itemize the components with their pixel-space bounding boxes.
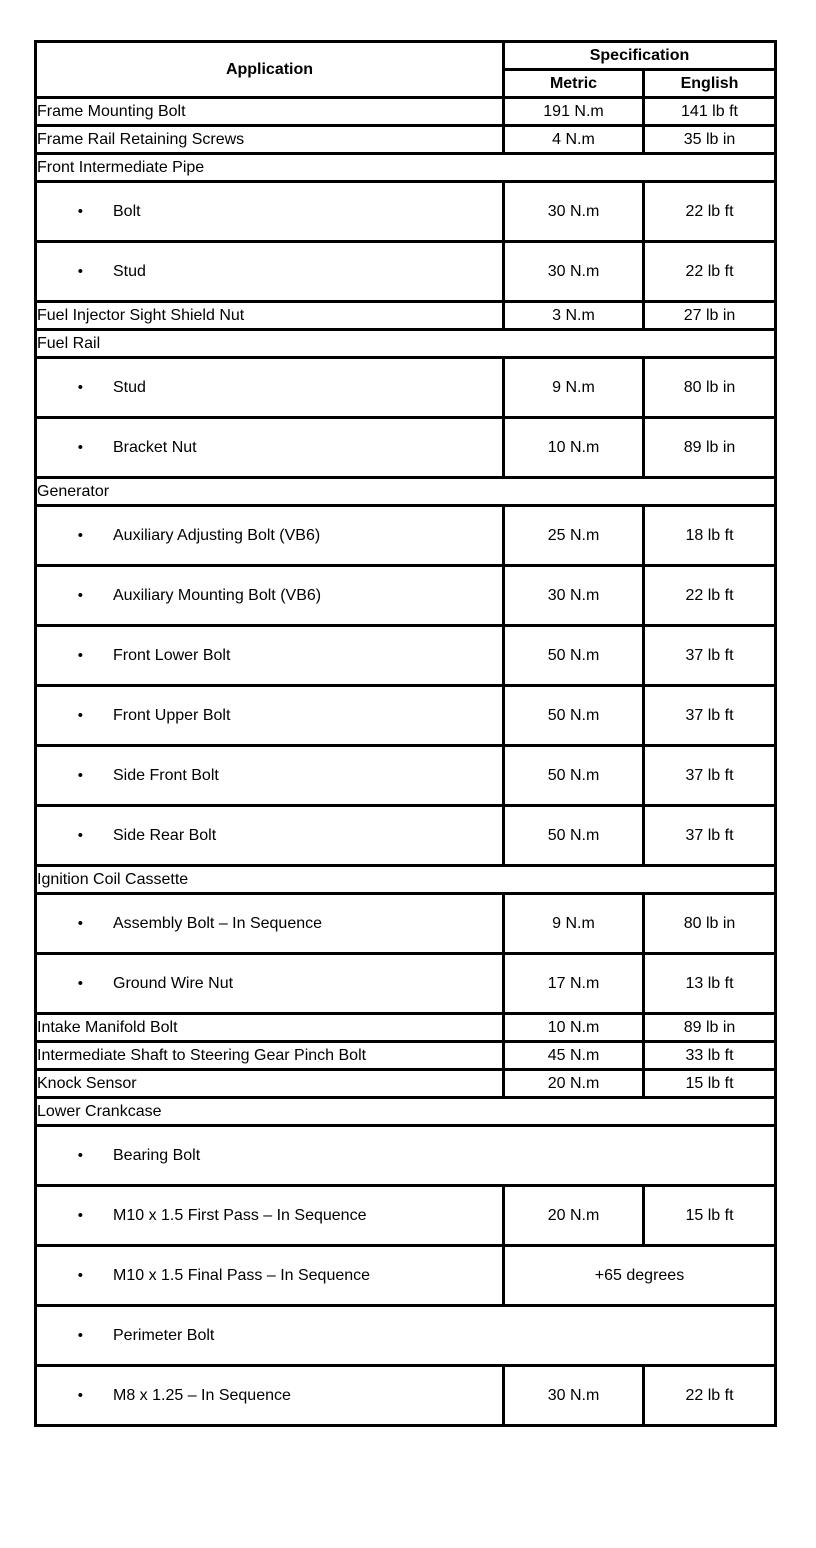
application-cell (36, 506, 504, 566)
bullet-icon (37, 767, 113, 785)
table-row (36, 506, 776, 566)
metric-cell: 20 N.m (504, 1186, 644, 1246)
application-cell (36, 566, 504, 626)
sub-item-label: Stud (113, 262, 146, 280)
sub-item-label: M10 x 1.5 Final Pass – In Sequence (113, 1266, 371, 1284)
application-cell (36, 746, 504, 806)
bullet-icon (37, 1327, 113, 1345)
application-cell (36, 686, 504, 746)
english-cell: 141 lb ft (644, 98, 776, 126)
sub-item-label: Side Rear Bolt (113, 826, 217, 844)
sub-item-label: Front Upper Bolt (113, 706, 231, 724)
table-row (36, 1014, 776, 1042)
metric-cell: 25 N.m (504, 506, 644, 566)
english-cell: 37 lb ft (644, 806, 776, 866)
english-cell: 35 lb in (644, 126, 776, 154)
sub-item-label: Perimeter Bolt (113, 1326, 215, 1344)
table-row (36, 626, 776, 686)
english-cell: 15 lb ft (644, 1186, 776, 1246)
english-cell: 80 lb in (644, 894, 776, 954)
table-row (36, 1246, 776, 1306)
section-row (36, 866, 776, 894)
sub-item-label: M8 x 1.25 – In Sequence (113, 1386, 291, 1404)
english-cell: 80 lb in (644, 358, 776, 418)
english-cell: 22 lb ft (644, 182, 776, 242)
application-cell (36, 418, 504, 478)
section-row (36, 154, 776, 182)
sub-item-label: Ground Wire Nut (113, 974, 234, 992)
bullet-icon (37, 439, 113, 457)
metric-cell: 191 N.m (504, 98, 644, 126)
bullet-icon (37, 915, 113, 933)
application-cell: Knock Sensor (36, 1070, 504, 1098)
application-cell (36, 806, 504, 866)
english-cell: 33 lb ft (644, 1042, 776, 1070)
english-cell: 22 lb ft (644, 566, 776, 626)
english-cell: 15 lb ft (644, 1070, 776, 1098)
section-row (36, 330, 776, 358)
metric-cell: 17 N.m (504, 954, 644, 1014)
section-label: Ignition Coil Cassette (36, 866, 776, 894)
metric-cell: 50 N.m (504, 686, 644, 746)
english-cell: 18 lb ft (644, 506, 776, 566)
english-cell: 22 lb ft (644, 1366, 776, 1426)
table-row (36, 182, 776, 242)
specification-header: Specification (504, 42, 776, 70)
metric-header: Metric (504, 70, 644, 98)
header-row (36, 42, 776, 70)
sub-item-label: Stud (113, 378, 146, 396)
metric-cell: 3 N.m (504, 302, 644, 330)
metric-cell: 10 N.m (504, 418, 644, 478)
metric-cell: 9 N.m (504, 894, 644, 954)
table-row (36, 1042, 776, 1070)
bullet-icon (37, 587, 113, 605)
application-cell: Intermediate Shaft to Steering Gear Pinch Bolt (36, 1042, 504, 1070)
english-header: English (644, 70, 776, 98)
metric-cell: 9 N.m (504, 358, 644, 418)
application-cell: Intake Manifold Bolt (36, 1014, 504, 1042)
bullet-icon (37, 707, 113, 725)
torque-spec-table (34, 40, 777, 1427)
section-row (36, 1098, 776, 1126)
table-row (36, 302, 776, 330)
english-cell: 13 lb ft (644, 954, 776, 1014)
english-cell: 27 lb in (644, 302, 776, 330)
metric-cell: 4 N.m (504, 126, 644, 154)
english-cell: 37 lb ft (644, 626, 776, 686)
english-cell: 89 lb in (644, 418, 776, 478)
metric-cell: 30 N.m (504, 566, 644, 626)
table-row (36, 1186, 776, 1246)
bullet-icon (37, 263, 113, 281)
table-row (36, 1126, 776, 1186)
sub-item-label: Assembly Bolt – In Sequence (113, 914, 323, 932)
metric-cell: 30 N.m (504, 242, 644, 302)
section-label: Generator (36, 478, 776, 506)
table-row (36, 418, 776, 478)
table-row (36, 806, 776, 866)
application-cell (36, 1246, 504, 1306)
bullet-icon (37, 647, 113, 665)
metric-cell: 10 N.m (504, 1014, 644, 1042)
table-row (36, 746, 776, 806)
table-row (36, 894, 776, 954)
metric-cell: 50 N.m (504, 806, 644, 866)
sub-item-label: Bearing Bolt (113, 1146, 201, 1164)
bullet-icon (37, 827, 113, 845)
application-header: Application (36, 42, 504, 98)
english-cell: 89 lb in (644, 1014, 776, 1042)
table-row (36, 1306, 776, 1366)
metric-cell: 50 N.m (504, 746, 644, 806)
table-row (36, 242, 776, 302)
bullet-icon (37, 1267, 113, 1285)
sub-item-label: Bracket Nut (113, 438, 197, 456)
sub-item-label: Auxiliary Mounting Bolt (VB6) (113, 586, 322, 604)
section-label: Fuel Rail (36, 330, 776, 358)
application-cell: Frame Mounting Bolt (36, 98, 504, 126)
english-cell: 37 lb ft (644, 686, 776, 746)
bullet-icon (37, 1207, 113, 1225)
metric-cell: 45 N.m (504, 1042, 644, 1070)
combined-spec-cell: +65 degrees (504, 1246, 776, 1306)
application-cell (36, 358, 504, 418)
application-cell (36, 1126, 776, 1186)
section-row (36, 478, 776, 506)
table-row (36, 1366, 776, 1426)
application-cell (36, 894, 504, 954)
bullet-icon (37, 1387, 113, 1405)
application-cell (36, 1186, 504, 1246)
table-row (36, 358, 776, 418)
metric-cell: 50 N.m (504, 626, 644, 686)
table-row (36, 954, 776, 1014)
english-cell: 22 lb ft (644, 242, 776, 302)
application-cell (36, 182, 504, 242)
bullet-icon (37, 1147, 113, 1165)
sub-item-label: Front Lower Bolt (113, 646, 231, 664)
metric-cell: 30 N.m (504, 182, 644, 242)
application-cell (36, 1306, 776, 1366)
bullet-icon (37, 379, 113, 397)
metric-cell: 30 N.m (504, 1366, 644, 1426)
english-cell: 37 lb ft (644, 746, 776, 806)
application-cell: Frame Rail Retaining Screws (36, 126, 504, 154)
bullet-icon (37, 527, 113, 545)
sub-item-label: Auxiliary Adjusting Bolt (VB6) (113, 526, 321, 544)
application-cell (36, 242, 504, 302)
application-cell (36, 626, 504, 686)
application-cell (36, 1366, 504, 1426)
section-label: Lower Crankcase (36, 1098, 776, 1126)
bullet-icon (37, 203, 113, 221)
table-row (36, 566, 776, 626)
table-row (36, 98, 776, 126)
sub-item-label: M10 x 1.5 First Pass – In Sequence (113, 1206, 367, 1224)
bullet-icon (37, 975, 113, 993)
metric-cell: 20 N.m (504, 1070, 644, 1098)
application-cell: Fuel Injector Sight Shield Nut (36, 302, 504, 330)
section-label: Front Intermediate Pipe (36, 154, 776, 182)
sub-item-label: Side Front Bolt (113, 766, 219, 784)
table-row (36, 1070, 776, 1098)
application-cell (36, 954, 504, 1014)
sub-item-label: Bolt (113, 202, 141, 220)
table-row (36, 126, 776, 154)
table-row (36, 686, 776, 746)
